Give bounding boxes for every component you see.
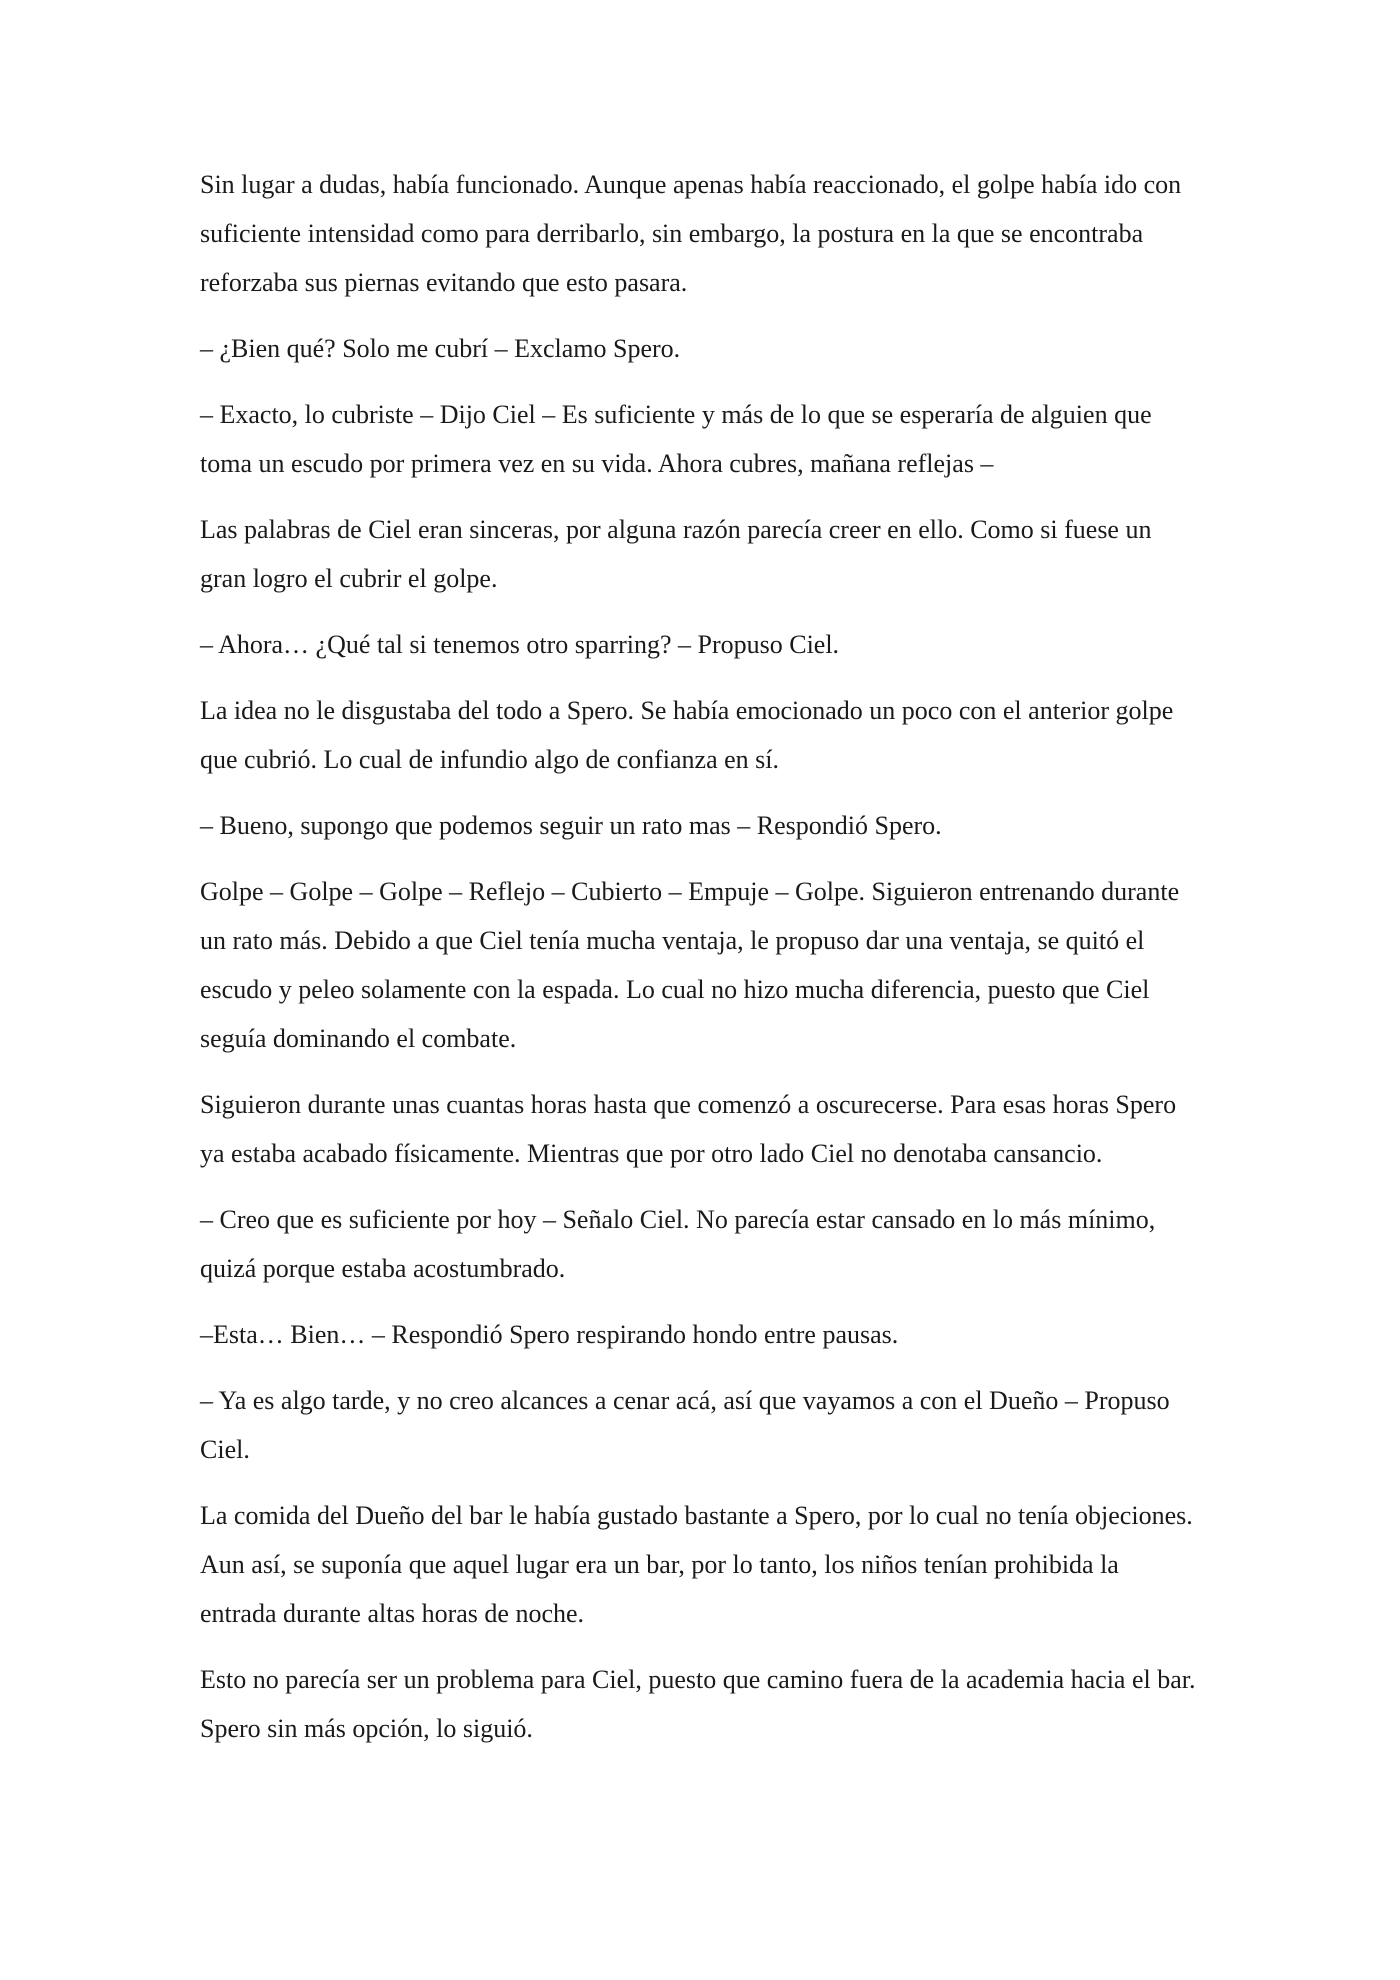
document-body [200, 160, 1200, 1770]
paragraph-1: Sin lugar a dudas, había funcionado. Aunque apenas había reaccionado, el golpe había ido con suficiente intensidad como para derribarlo, sin embargo, la postura en la que se encontraba reforzaba sus piernas evitando que esto pasara. [200, 170, 1182, 297]
paragraph-10: – Creo que es suficiente por hoy – Señalo Ciel. No parecía estar cansado en lo más mínimo, quizá porque estaba acostumbrado. [200, 1205, 1156, 1283]
paragraph-2: – ¿Bien qué? Solo me cubrí – Exclamo Spero. [200, 334, 681, 363]
paragraph-12: – Ya es algo tarde, y no creo alcances a cenar acá, así que vayamos a con el Dueño – Propuso Ciel. [200, 1386, 1170, 1464]
paragraph-8: Golpe – Golpe – Golpe – Reflejo – Cubierto – Empuje – Golpe. Siguieron entrenando durante un rato más. Debido a que Ciel tenía mucha ventaja, le propuso dar una ventaja, se quitó el escudo y peleo solamente con la espada. Lo cual no hizo mucha diferencia, puesto que Ciel seguía dominando el combate. [200, 877, 1180, 1053]
paragraph-5: – Ahora… ¿Qué tal si tenemos otro sparring? – Propuso Ciel. [200, 630, 840, 659]
paragraph-13: La comida del Dueño del bar le había gustado bastante a Spero, por lo cual no tenía objeciones. Aun así, se suponía que aquel lugar era un bar, por lo tanto, los niños tenían prohibida la entrada durante altas horas de noche. [200, 1501, 1193, 1628]
paragraph-6: La idea no le disgustaba del todo a Spero. Se había emocionado un poco con el anterior golpe que cubrió. Lo cual de infundio algo de confianza en sí. [200, 696, 1174, 774]
paragraph-7: – Bueno, supongo que podemos seguir un rato mas – Respondió Spero. [200, 811, 942, 840]
paragraph-9: Siguieron durante unas cuantas horas hasta que comenzó a oscurecerse. Para esas horas Spero ya estaba acabado físicamente. Mientras que por otro lado Ciel no denotaba cansancio. [200, 1090, 1177, 1168]
paragraph-4: Las palabras de Ciel eran sinceras, por alguna razón parecía creer en ello. Como si fuese un gran logro el cubrir el golpe. [200, 515, 1152, 593]
paragraph-14: Esto no parecía ser un problema para Ciel, puesto que camino fuera de la academia hacia el bar. Spero sin más opción, lo siguió. [200, 1665, 1196, 1743]
paragraph-11: –Esta… Bien… – Respondió Spero respirando hondo entre pausas. [200, 1320, 899, 1349]
paragraph-3: – Exacto, lo cubriste – Dijo Ciel – Es suficiente y más de lo que se esperaría de alguien que toma un escudo por primera vez en su vida. Ahora cubres, mañana reflejas – [200, 400, 1152, 478]
